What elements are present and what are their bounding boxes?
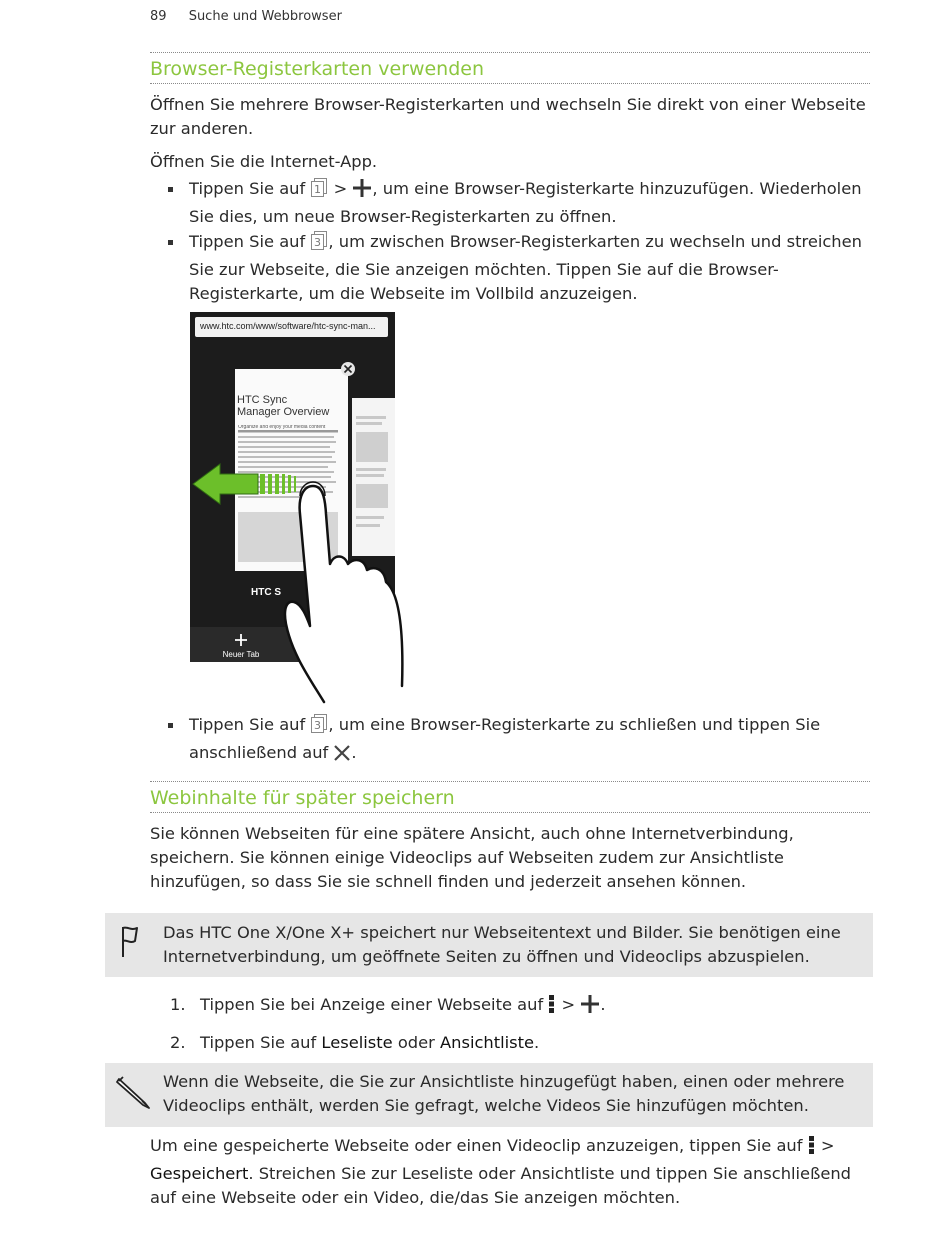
bullet-marker [168,187,173,192]
svg-text:3: 3 [314,236,322,249]
chapter-title: Suche und Webbrowser [188,9,342,24]
list-item: Tippen Sie auf 3 , um eine Browser-Registerkarte zu schließen und tippen Sie anschließend auf . [150,713,870,769]
tabs-icon [310,231,328,258]
flag-icon [115,923,141,963]
step-number: 1. [170,995,186,1014]
list-item: 2. Tippen Sie auf Leseliste oder Ansichtliste. [150,1031,870,1055]
svg-text:3: 3 [314,719,322,732]
tip-text: Wenn die Webseite, die Sie zur Ansichtliste hinzugefügt haben, einen oder mehrere Videoclips enthält, werden Sie gefragt, welche Videos Sie hinzufügen möchten. [163,1072,845,1115]
ansichtliste-term: Ansichtliste [440,1033,535,1052]
list-item: 1. Tippen Sie bei Anzeige einer Webseite auf > . [150,993,870,1021]
svg-text:1: 1 [314,183,322,196]
step-number: 2. [170,1033,186,1052]
url-bar: www.htc.com/www/software/htc-sync-man... [200,321,376,331]
leseliste-term: Leseliste [321,1033,393,1052]
list-item: Tippen Sie auf 1 > , um eine Browser-Registerkarte hinzuzufügen. Wiederholen Sie dies, um neue Browser-Registerkarten zu öffnen. [150,177,870,229]
intro-paragraph: Öffnen Sie mehrere Browser-Registerkarten und wechseln Sie direkt von einer Webseite zur anderen. [150,95,866,138]
bullet-close-tab [150,713,870,770]
section-title: Browser-Registerkarten verwenden [150,52,870,84]
menu-icon [808,1135,816,1162]
tabs-icon [310,714,328,741]
plus-icon [352,178,372,205]
page-number: 89 [150,9,167,24]
tabs-icon [310,178,328,205]
bullet-marker [168,240,173,245]
gespeichert-term: Gespeichert [150,1164,249,1183]
intro-paragraph: Sie können Webseiten für eine spätere Ansicht, auch ohne Internetverbindung, speichern. Sie können einige Videoclips auf Webseiten zudem zur Ansichtliste hinzufügen, so dass Sie sie schnell finden und jederzeit ansehen können. [150,824,794,891]
note-text: Das HTC One X/One X+ speichert nur Webseitentext und Bilder. Sie benötigen eine Internetverbindung, um geöffnete Seiten zu öffnen und Videoclips abzuspielen. [163,923,841,966]
tip-box [105,1063,873,1127]
plus-icon [235,634,247,646]
section-browser-tabs [150,52,870,307]
close-icon [333,744,351,769]
plus-icon [580,994,600,1021]
section-save-web-content [150,781,870,894]
card-label: HTC S [251,587,281,598]
list-item: Tippen Sie auf 3 , um zwischen Browser-Registerkarten zu wechseln und streichen Sie zur Webseite, die Sie anzeigen möchten. Tippen Sie auf die Browser-Registerkarte, um die Webseite im Vollbild anzuzeigen. [150,230,870,306]
pencil-icon [115,1073,153,1115]
new-tab-button [216,631,266,659]
bullet-list [150,177,870,306]
outro [150,1134,870,1210]
card-subtitle: Organize and enjoy your media content [238,425,326,430]
new-tab-label: Neuer Tab [222,650,260,659]
page-header [150,9,342,24]
steps-list [150,993,870,1055]
outro-paragraph: Um eine gespeicherte Webseite oder einen Videoclip anzuzeigen, tippen Sie auf > Gespeichert. Streichen Sie zur Leseliste oder Ansichtliste und tippen Sie anschließend auf eine Webseite oder ein Video, die/das Sie anzeigen möchten. [150,1136,852,1207]
note-box [105,913,873,977]
hand-gesture-illustration [280,474,410,704]
bullet-marker [168,723,173,728]
section-title: Webinhalte für später speichern [150,781,870,813]
open-app-paragraph: Öffnen Sie die Internet-App. [150,152,378,171]
card-title: HTC Sync Manager Overview [237,394,330,418]
